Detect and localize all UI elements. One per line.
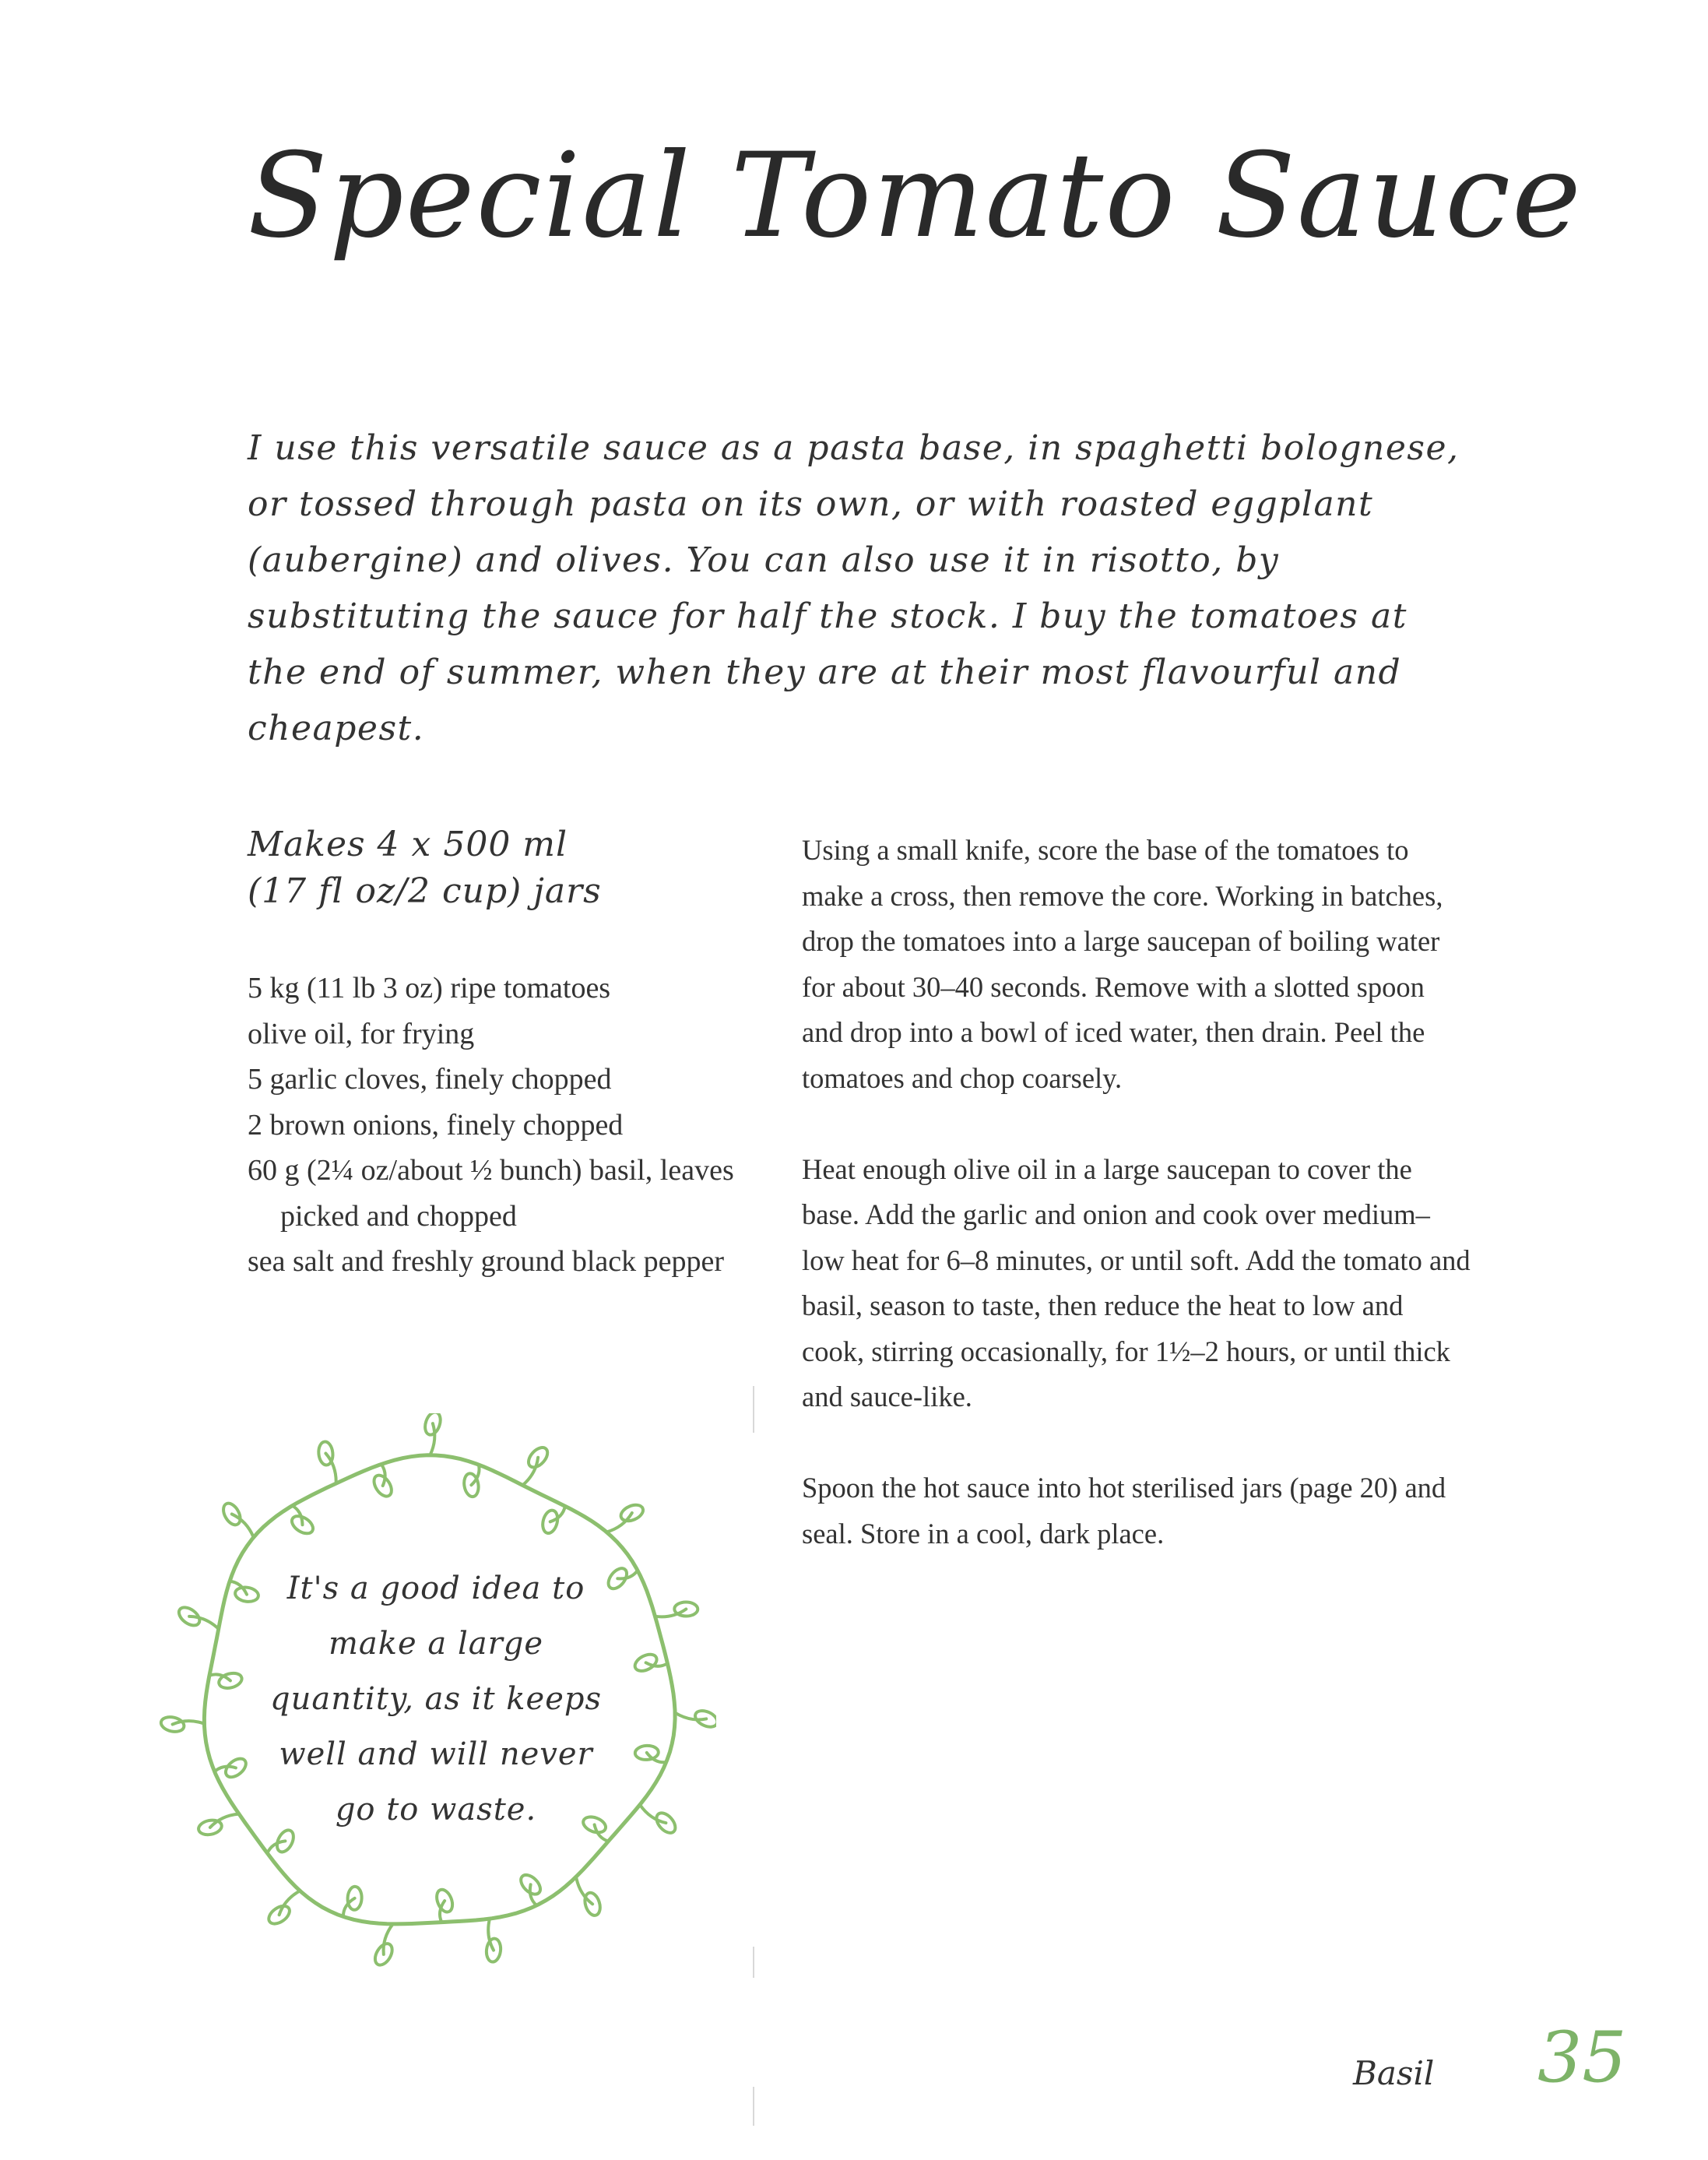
ingredient-list	[248, 966, 761, 1285]
method-step: Using a small knife, score the base of the tomatoes to make a cross, then remove the core. Working in batches, drop the tomatoes into a large saucepan of boiling water for about 30–40 seconds. Remove with a slotted spoon and drop into a bowl of iced water, then drain. Peel the tomatoes and chop coarsely.	[802, 834, 1443, 1094]
wreath-stem	[173, 1721, 205, 1724]
ingredient-item: 2 brown onions, finely chopped	[248, 1108, 624, 1142]
recipe-yield	[248, 821, 730, 915]
ingredient-item: 5 kg (11 lb 3 oz) ripe tomatoes	[248, 972, 611, 1004]
yield-line-2: (17 fl oz/2 cup) jars	[248, 871, 602, 911]
ingredient-item: olive oil, for frying	[248, 1017, 475, 1050]
ingredient-item: 5 garlic cloves, finely chopped	[248, 1063, 612, 1096]
page-number: 35	[1538, 2017, 1627, 2098]
method-step: Spoon the hot sauce into hot sterilised jars (page 20) and seal. Store in a cool, dark place.	[802, 1472, 1446, 1550]
ingredient-item: sea salt and freshly ground black pepper	[248, 1245, 725, 1278]
method-steps	[802, 828, 1471, 1602]
tip-text: It's a good idea to make a large quantity, as it keeps well and will never go to waste.	[269, 1571, 603, 1828]
recipe-intro: I use this versatile sauce as a pasta base, in spaghetti bolognese, or tossed through pasta on its own, or with roasted eggplant (aubergine) and olives. You can also use it in risotto, by substituting the sauce for half the stock. I buy the tomatoes at the end of summer, when they are at their most flavourful and cheapest.	[248, 428, 1460, 748]
recipe-title: Special Tomato Sauce	[248, 128, 1583, 264]
scan-artifact	[753, 1947, 754, 1978]
ingredient-item: 60 g (2¼ oz/about ½ bunch) basil, leaves picked and chopped	[248, 1154, 734, 1233]
wreath-stem	[606, 1513, 632, 1532]
scan-artifact	[753, 1386, 754, 1433]
method-step: Heat enough olive oil in a large saucepan to cover the base. Add the garlic and onion and cook over medium–low heat for 6–8 minutes, or until soft. Add the tomato and basil, season to taste, then reduce the heat to low and cook, stirring occasionally, for 1½–2 hours, or until thick and sauce-like.	[802, 1152, 1471, 1412]
yield-line-1: Makes 4 x 500 ml	[248, 825, 568, 864]
wreath-stem	[189, 1616, 219, 1629]
wreath-stem	[675, 1713, 706, 1720]
section-label: Basil	[1353, 2054, 1435, 2092]
scan-artifact	[753, 2087, 754, 2126]
wreath-stem	[430, 1423, 434, 1455]
wreath-stem	[522, 1458, 538, 1486]
